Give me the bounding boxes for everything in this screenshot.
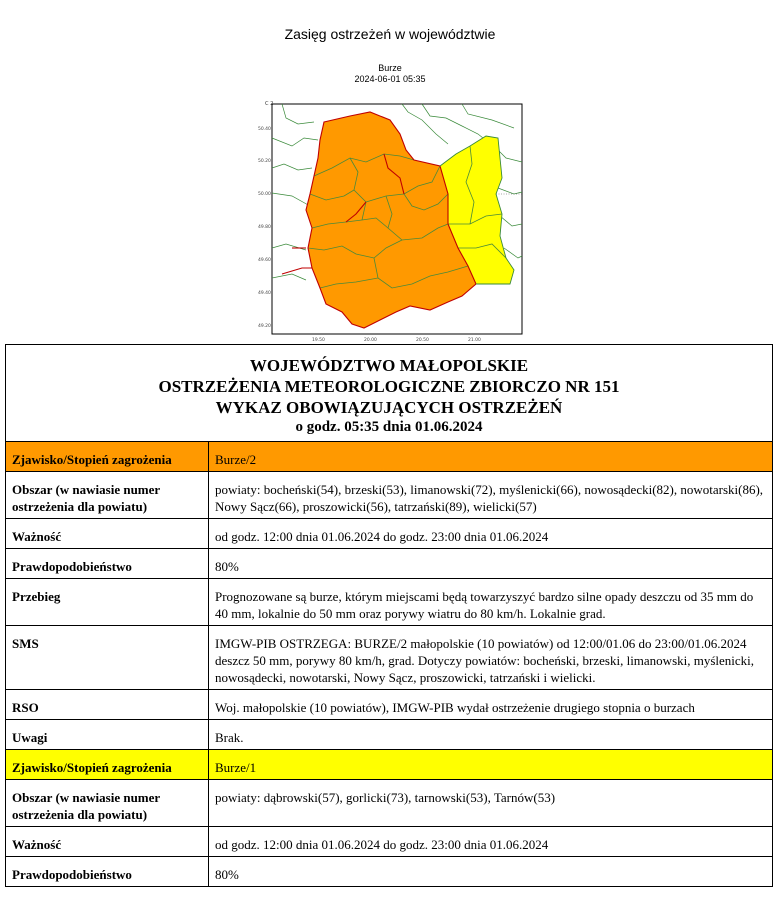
page-title: Zasięg ostrzeżeń w województwie: [284, 26, 496, 42]
warning1-rso-value: Woj. małopolskie (10 powiatów), IMGW-PIB wydał ostrzeżenie drugiego stopnia o burzach: [209, 690, 773, 720]
header-issue-time: o godz. 05:35 dnia 01.06.2024: [295, 419, 483, 435]
warnings-table: [5, 344, 773, 887]
warning1-course-value: Prognozowane są burze, którym miejscami będą towarzyszyć bardzo silne opady deszczu od 35 mm do 40 mm, lokalnie do 50 mm oraz porywy wiatru do 80 km/h. Lokalnie grad.: [209, 579, 773, 626]
warning2-validity-row: [6, 827, 773, 857]
warning2-phenomenon-value: Burze/1: [209, 750, 773, 780]
lon-tick-label: 19.50: [312, 338, 325, 343]
map-datetime: 2024-06-01 05:35: [354, 74, 426, 84]
lat-tick-label: 49.40: [258, 291, 271, 296]
warning1-validity-label: Ważność: [6, 519, 209, 549]
map-phenomenon: Burze: [378, 63, 402, 73]
warning1-rso-row: [6, 690, 773, 720]
lat-tick-label: 49.80: [258, 225, 271, 230]
warning1-area-value: powiaty: bocheński(54), brzeski(53), limanowski(72), myślenicki(66), nowosądecki(82), nowotarski(86), Nowy Sącz(66), proszowicki(56), tatrzański(89), wielicki(57): [209, 472, 773, 519]
lat-tick-label: 50.40: [258, 127, 271, 132]
lat-tick-label: 50.20: [258, 159, 271, 164]
warning2-phenomenon-label: Zjawisko/Stopień zagrożenia: [6, 750, 209, 780]
lat-tick-label: 49.60: [258, 258, 271, 263]
report-header: [6, 345, 773, 442]
lon-tick-labels: [312, 337, 481, 343]
warning1-notes-row: [6, 720, 773, 750]
map-corner-label: C 2: [265, 101, 274, 107]
warning1-sms-label: SMS: [6, 626, 209, 690]
header-bulletin: OSTRZEŻENIA METEOROLOGICZNE ZBIORCZO NR 151: [158, 377, 620, 396]
warning1-probability-label: Prawdopodobieństwo: [6, 549, 209, 579]
warning2-probability-value: 80%: [209, 857, 773, 887]
warning2-area-value: powiaty: dąbrowski(57), gorlicki(73), tarnowski(53), Tarnów(53): [209, 780, 773, 827]
warning2-validity-label: Ważność: [6, 827, 209, 857]
warning1-validity-row: [6, 519, 773, 549]
warning1-phenomenon-value: Burze/2: [209, 442, 773, 472]
warning1-sms-value: IMGW-PIB OSTRZEGA: BURZE/2 małopolskie (10 powiatów) od 12:00/01.06 do 23:00/01.06.2024 deszcz 50 mm, porywy 80 km/h, grad. Dotyczy powiatów: bocheński, brzeski, limanowski, myślenicki, nowosądecki, nowotarski, Nowy Sącz, proszowicki, tatrzański i wielicki.: [209, 626, 773, 690]
warning1-course-row: [6, 579, 773, 626]
warning2-phenomenon-row: [6, 750, 773, 780]
lon-tick-label: 20.50: [416, 338, 429, 343]
lat-tick-labels: [258, 126, 271, 329]
lat-tick-label: 49.20: [258, 324, 271, 329]
lon-tick-label: 21.00: [468, 338, 481, 343]
warning1-notes-label: Uwagi: [6, 720, 209, 750]
map-subtitle: [0, 63, 780, 85]
warning1-sms-row: [6, 626, 773, 690]
header-region: WOJEWÓDZTWO MAŁOPOLSKIE: [249, 356, 529, 375]
warning-map: [258, 98, 524, 344]
warning2-validity-value: od godz. 12:00 dnia 01.06.2024 do godz. 23:00 dnia 01.06.2024: [209, 827, 773, 857]
warning2-probability-label: Prawdopodobieństwo: [6, 857, 209, 887]
warning1-phenomenon-label: Zjawisko/Stopień zagrożenia: [6, 442, 209, 472]
lat-tick-label: 50.00: [258, 192, 271, 197]
warning-map-svg: [258, 98, 524, 344]
warning1-probability-value: 80%: [209, 549, 773, 579]
warning1-validity-value: od godz. 12:00 dnia 01.06.2024 do godz. 23:00 dnia 01.06.2024: [209, 519, 773, 549]
report-header-row: [6, 345, 773, 442]
warning1-course-label: Przebieg: [6, 579, 209, 626]
warning1-probability-row: [6, 549, 773, 579]
warning1-area-row: [6, 472, 773, 519]
header-list-title: WYKAZ OBOWIĄZUJĄCYCH OSTRZEŻEŃ: [215, 398, 563, 417]
warning1-phenomenon-row: [6, 442, 773, 472]
warning1-notes-value: Brak.: [209, 720, 773, 750]
warning1-area-label: Obszar (w nawiasie numer ostrzeżenia dla powiatu): [6, 472, 209, 519]
warning1-rso-label: RSO: [6, 690, 209, 720]
lon-tick-label: 20.00: [364, 338, 377, 343]
warning2-area-label: Obszar (w nawiasie numer ostrzeżenia dla powiatu): [6, 780, 209, 827]
warning2-area-row: [6, 780, 773, 827]
warning2-probability-row: [6, 857, 773, 887]
